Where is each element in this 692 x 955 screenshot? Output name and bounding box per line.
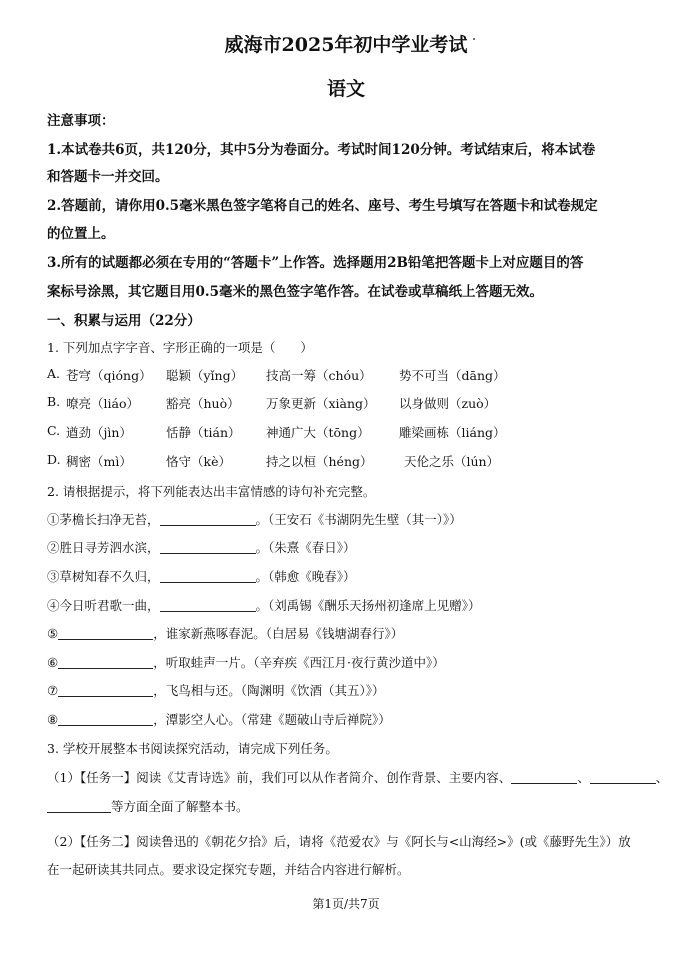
q3-stem: 3. 学校开展整本书阅读探究活动，请完成下列任务。: [47, 741, 338, 756]
q3-task1-line2: [47, 797, 249, 815]
q2-line: [47, 567, 356, 585]
option-item: 豁亮（huò）: [166, 396, 240, 411]
option-item: 恪守（kè）: [166, 454, 231, 469]
q2-stem: 2. 请根据提示，将下列能表达出丰富情感的诗句补充完整。: [47, 484, 376, 499]
line-pre: ⑥: [47, 655, 59, 670]
q2-line: [47, 510, 462, 528]
q1-stem: 1. 下列加点字字音、字形正确的一项是（ ）: [47, 340, 313, 355]
answer-blank[interactable]: [160, 570, 256, 583]
answer-blank[interactable]: [511, 771, 577, 784]
q2-line: [47, 538, 356, 556]
subject-title: 语文: [326, 78, 365, 100]
section-heading: 一、积累与运用（22分）: [47, 313, 201, 329]
q2-line: [47, 681, 384, 699]
option-item: 持之以桓（héng）: [266, 454, 373, 469]
q2-line: [47, 596, 481, 614]
line-post: 。（韩愈《晚春》）: [255, 569, 356, 584]
q2-line: [47, 710, 391, 728]
answer-blank[interactable]: [58, 684, 153, 697]
option-item: 苍穹（qióng）: [66, 368, 152, 383]
note-line: 2.答题前，请你用0.5毫米黑色签字笔将自己的姓名、座号、考生号填写在答题卡和试卷规定: [47, 198, 598, 214]
line-pre: ④今日听君歌一曲，: [47, 598, 160, 613]
answer-blank[interactable]: [160, 513, 256, 526]
exam-title: 威海市2025年初中学业考试: [224, 34, 468, 56]
q3-task2-line2: 在一起研读其共同点。要求设定探究专题，并结合内容进行解析。: [47, 862, 410, 877]
option-item: 技高一筹（chóu）: [266, 368, 372, 383]
line-post: 。（刘禹锡《酬乐天扬州初逢席上见赠》）: [255, 598, 481, 613]
task1-text: （1）【任务一】阅读《艾青诗选》前，我们可以从作者简介、创作背景、主要内容、: [47, 770, 512, 785]
answer-blank[interactable]: [590, 771, 656, 784]
option-item: 稠密（mì）: [66, 454, 132, 469]
separator: 、: [655, 770, 669, 785]
answer-blank[interactable]: [47, 800, 111, 813]
line-pre: ⑦: [47, 683, 59, 698]
option-item: 遒劲（jìn）: [66, 425, 132, 440]
option-item: 神通广大（tōng）: [266, 425, 370, 440]
note-line: 案标号涂黑，其它题目用0.5毫米的黑色签字笔作答。在试卷或草稿纸上答题无效。: [47, 284, 543, 300]
q2-line: [47, 653, 445, 671]
option-item: 万象更新（xiàng）: [266, 396, 376, 411]
stray-dot: [473, 38, 475, 40]
note-line: 和答题卡一并交回。: [47, 169, 169, 185]
q3-task2-line1: （2）【任务二】阅读鲁迅的《朝花夕拾》后，请将《范爱农》与《阿长与<山海经>》(或《藤野先生》）放: [47, 834, 631, 849]
note-line: 1.本试卷共6页，共120分，其中5分为卷面分。考试时间120分钟。考试结束后，将本试卷: [47, 142, 596, 158]
option-label: C.: [47, 423, 61, 438]
line-pre: ②胜日寻芳泗水滨，: [47, 540, 160, 555]
task1-text: 等方面全面了解整本书。: [111, 799, 249, 814]
option-item: 天伦之乐（lún）: [404, 454, 500, 469]
option-item: 恬静（tián）: [166, 425, 241, 440]
option-label: D.: [47, 452, 61, 467]
option-item: 聪颖（yǐng）: [166, 368, 244, 383]
page-footer: 第1页/共7页: [312, 897, 380, 911]
option-item: 嘹亮（liáo）: [66, 396, 139, 411]
answer-blank[interactable]: [58, 627, 153, 640]
note-line: 3.所有的试题都必须在专用的“答题卡”上作答。选择题用2B铅笔把答题卡上对应题目的答: [47, 255, 584, 271]
line-pre: ③草树知春不久归，: [47, 569, 160, 584]
separator: 、: [577, 770, 590, 785]
line-post: ，听取蛙声一片。（辛弃疾《西江月·夜行黄沙道中》）: [153, 655, 445, 670]
line-pre: ⑧: [47, 712, 59, 727]
answer-blank[interactable]: [160, 541, 256, 554]
line-post: ，谁家新燕啄春泥。（白居易《钱塘湖春行》）: [153, 626, 404, 641]
option-item: 势不可当（dāng）: [399, 368, 506, 383]
option-label: A.: [47, 366, 61, 381]
answer-blank[interactable]: [160, 599, 256, 612]
line-post: 。（王安石《书湖阴先生壁（其一）》）: [255, 512, 462, 527]
line-post: ，飞鸟相与还。（陶渊明《饮酒（其五）》）: [153, 683, 385, 698]
line-post: ，潭影空人心。（常建《题破山寺后禅院》）: [153, 712, 391, 727]
note-line: 的位置上。: [47, 226, 115, 242]
answer-blank[interactable]: [58, 656, 153, 669]
line-pre: ①茅檐长扫净无苔，: [47, 512, 160, 527]
q3-task1-line1: [47, 768, 668, 786]
line-post: 。（朱熹《春日》）: [255, 540, 356, 555]
line-pre: ⑤: [47, 626, 59, 641]
notes-heading: 注意事项：: [47, 113, 115, 129]
option-label: B.: [47, 394, 61, 409]
q2-line: [47, 624, 403, 642]
option-item: 以身做则（zuò）: [399, 396, 497, 411]
answer-blank[interactable]: [58, 713, 153, 726]
option-item: 雕梁画栋（liáng）: [399, 425, 506, 440]
